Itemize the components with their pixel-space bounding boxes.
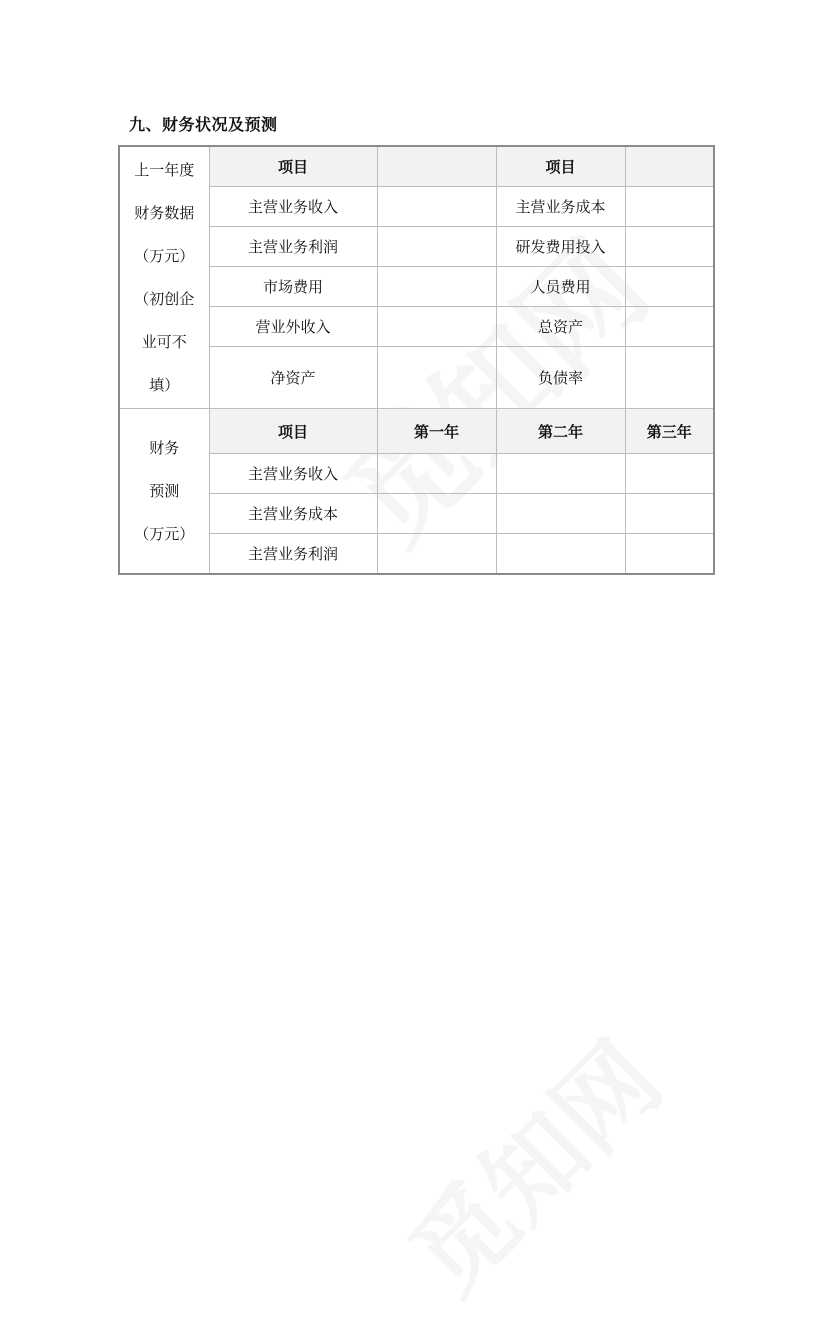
forecast-label: 财务 预测 （万元） (119, 409, 209, 575)
row-label: 主营业务利润 (209, 227, 377, 267)
value-cell[interactable] (377, 267, 496, 307)
value-cell[interactable] (625, 534, 714, 575)
row-label: 营业外收入 (209, 307, 377, 347)
watermark-logo-bottom (373, 1005, 687, 1319)
value-cell[interactable] (377, 347, 496, 409)
column-header-year-3: 第三年 (625, 409, 714, 454)
value-cell[interactable] (625, 307, 714, 347)
row-label: 净资产 (209, 347, 377, 409)
value-cell[interactable] (625, 454, 714, 494)
column-header-item: 项目 (209, 146, 377, 187)
row-label: 市场费用 (209, 267, 377, 307)
row-label: 主营业务收入 (209, 454, 377, 494)
row-label: 研发费用投入 (496, 227, 625, 267)
value-cell[interactable] (625, 494, 714, 534)
table-row (119, 494, 714, 534)
table-row (119, 267, 714, 307)
table-row (119, 534, 714, 575)
table-row (119, 307, 714, 347)
value-cell[interactable] (377, 187, 496, 227)
row-label: 总资产 (496, 307, 625, 347)
value-cell[interactable] (377, 227, 496, 267)
value-cell[interactable] (625, 227, 714, 267)
value-cell[interactable] (377, 146, 496, 187)
value-cell[interactable] (625, 267, 714, 307)
row-label: 负债率 (496, 347, 625, 409)
column-header-item: 项目 (496, 146, 625, 187)
table-row (119, 347, 714, 409)
table-row (119, 409, 714, 454)
table-row (119, 227, 714, 267)
value-cell[interactable] (625, 347, 714, 409)
value-cell[interactable] (377, 534, 496, 575)
value-cell[interactable] (496, 534, 625, 575)
column-header-year-2: 第二年 (496, 409, 625, 454)
table-row (119, 454, 714, 494)
value-cell[interactable] (625, 146, 714, 187)
row-label: 主营业务成本 (496, 187, 625, 227)
value-cell[interactable] (377, 307, 496, 347)
row-label: 主营业务利润 (209, 534, 377, 575)
column-header-item: 项目 (209, 409, 377, 454)
value-cell[interactable] (496, 494, 625, 534)
row-label: 人员费用 (496, 267, 625, 307)
prev-year-label: 上一年度 财务数据 （万元） （初创企 业可不 填） (119, 146, 209, 409)
section-title: 九、财务状况及预测 (129, 115, 278, 134)
value-cell[interactable] (625, 187, 714, 227)
row-label: 主营业务成本 (209, 494, 377, 534)
column-header-year-1: 第一年 (377, 409, 496, 454)
value-cell[interactable] (377, 494, 496, 534)
financial-table (118, 145, 715, 575)
value-cell[interactable] (377, 454, 496, 494)
table-row (119, 187, 714, 227)
value-cell[interactable] (496, 454, 625, 494)
row-label: 主营业务收入 (209, 187, 377, 227)
table-row (119, 146, 714, 187)
